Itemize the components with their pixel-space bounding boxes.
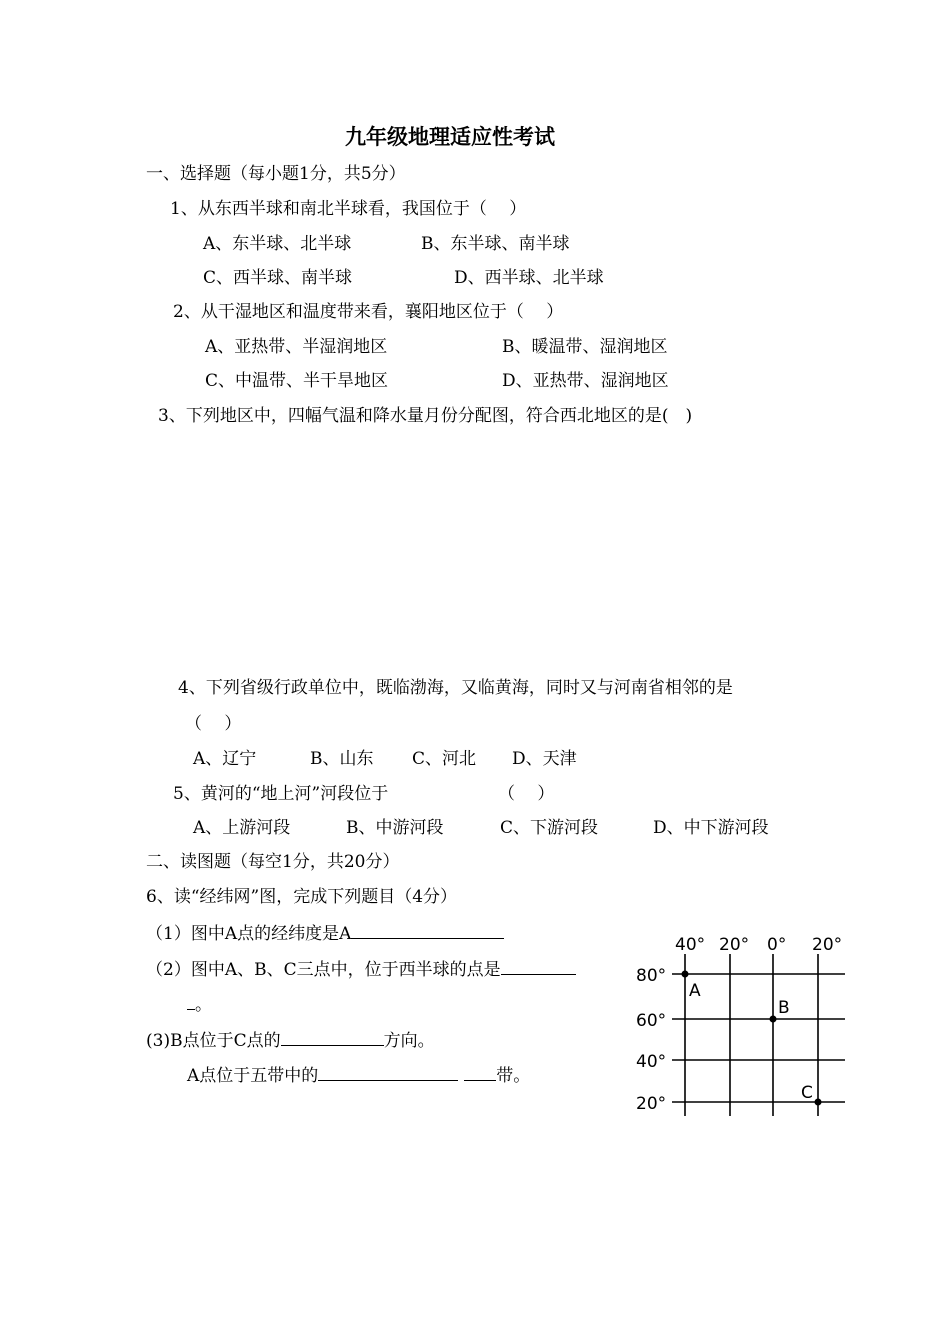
q5-option-d: D、中下游河段 bbox=[653, 818, 769, 838]
q5-option-a: A、上游河段 bbox=[193, 818, 291, 838]
q1-option-a: A、东半球、北半球 bbox=[203, 234, 352, 254]
point-a-dot bbox=[682, 971, 689, 978]
q2-option-b: B、暖温带、湿润地区 bbox=[502, 337, 668, 357]
q6-sub3a-post: 方向。 bbox=[383, 1031, 435, 1051]
lat-label-40: 40° bbox=[636, 1052, 667, 1072]
q4-option-a: A、辽宁 bbox=[193, 749, 257, 769]
lat-label-20: 20° bbox=[636, 1094, 667, 1114]
lon-label-20-west: 20° bbox=[719, 935, 750, 955]
page-title: 九年级地理适应性考试 bbox=[345, 124, 555, 149]
lat-long-grid-figure bbox=[630, 930, 850, 1125]
q6-sub1-text: （1）图中A点的经纬度是A bbox=[146, 924, 352, 944]
q2-stem: 2、从干湿地区和温度带来看，襄阳地区位于（ ） bbox=[173, 302, 564, 322]
q4-option-c: C、河北 bbox=[412, 749, 477, 769]
lon-label-40: 40° bbox=[675, 935, 706, 955]
q6-sub3b bbox=[187, 1064, 530, 1087]
q4-option-b: B、山东 bbox=[310, 749, 374, 769]
lat-label-60: 60° bbox=[636, 1011, 667, 1031]
q6-sub2-end: 。 bbox=[195, 995, 212, 1015]
lon-label-20-east: 20° bbox=[812, 935, 843, 955]
q3-stem: 3、下列地区中，四幅气温和降水量月份分配图，符合西北地区的是( ) bbox=[158, 406, 693, 426]
lon-label-0: 0° bbox=[767, 935, 787, 955]
q6-stem: 6、读“经纬网”图，完成下列题目（4分） bbox=[146, 887, 458, 907]
q6-sub3a bbox=[146, 1029, 435, 1052]
q6-sub3b-post: 带。 bbox=[496, 1066, 531, 1086]
answer-blank-direction[interactable] bbox=[281, 1029, 384, 1046]
grid-lines bbox=[672, 954, 845, 1116]
point-c-dot bbox=[815, 1099, 822, 1106]
q4-paren: （ ） bbox=[185, 714, 242, 734]
q5-stem: 5、黄河的“地上河”河段位于 bbox=[173, 784, 389, 804]
lat-label-80: 80° bbox=[636, 966, 667, 986]
point-b-dot bbox=[770, 1016, 777, 1023]
point-c-label: C bbox=[801, 1083, 813, 1103]
section2-heading: 二、读图题（每空1分，共20分） bbox=[146, 852, 400, 872]
q5-option-b: B、中游河段 bbox=[346, 818, 444, 838]
q2-option-c: C、中温带、半干旱地区 bbox=[205, 371, 389, 391]
q1-option-c: C、西半球、南半球 bbox=[203, 268, 353, 288]
q1-option-b: B、东半球、南半球 bbox=[421, 234, 570, 254]
q5-paren: （ ） bbox=[498, 784, 555, 804]
q6-sub2 bbox=[146, 958, 576, 981]
answer-blank-lnglat[interactable] bbox=[351, 922, 504, 939]
q4-stem: 4、下列省级行政单位中，既临渤海，又临黄海，同时又与河南省相邻的是 bbox=[178, 678, 733, 698]
q6-sub1 bbox=[146, 922, 504, 945]
q2-option-a: A、亚热带、半湿润地区 bbox=[205, 337, 388, 357]
q6-sub2-cont bbox=[187, 993, 212, 1016]
q2-option-d: D、亚热带、湿润地区 bbox=[502, 371, 669, 391]
point-a-label: A bbox=[689, 981, 701, 1001]
answer-blank-zone[interactable] bbox=[318, 1064, 458, 1081]
q1-option-d: D、西半球、北半球 bbox=[454, 268, 604, 288]
q6-sub2-text: （2）图中A、B、C三点中，位于西半球的点是 bbox=[146, 960, 501, 980]
answer-blank-west-hemisphere[interactable] bbox=[501, 958, 576, 975]
answer-blank-zone-2[interactable] bbox=[464, 1064, 496, 1081]
answer-blank-west-hemisphere-cont[interactable] bbox=[187, 993, 195, 1010]
q6-sub3a-pre: (3)B点位于C点的 bbox=[146, 1031, 281, 1051]
q1-stem: 1、从东西半球和南北半球看，我国位于（ ） bbox=[170, 199, 527, 219]
section1-heading: 一、选择题（每小题1分，共5分） bbox=[146, 164, 406, 184]
q4-option-d: D、天津 bbox=[512, 749, 577, 769]
point-b-label: B bbox=[778, 998, 790, 1018]
q6-sub3b-pre: A点位于五带中的 bbox=[187, 1066, 319, 1086]
q5-option-c: C、下游河段 bbox=[500, 818, 599, 838]
